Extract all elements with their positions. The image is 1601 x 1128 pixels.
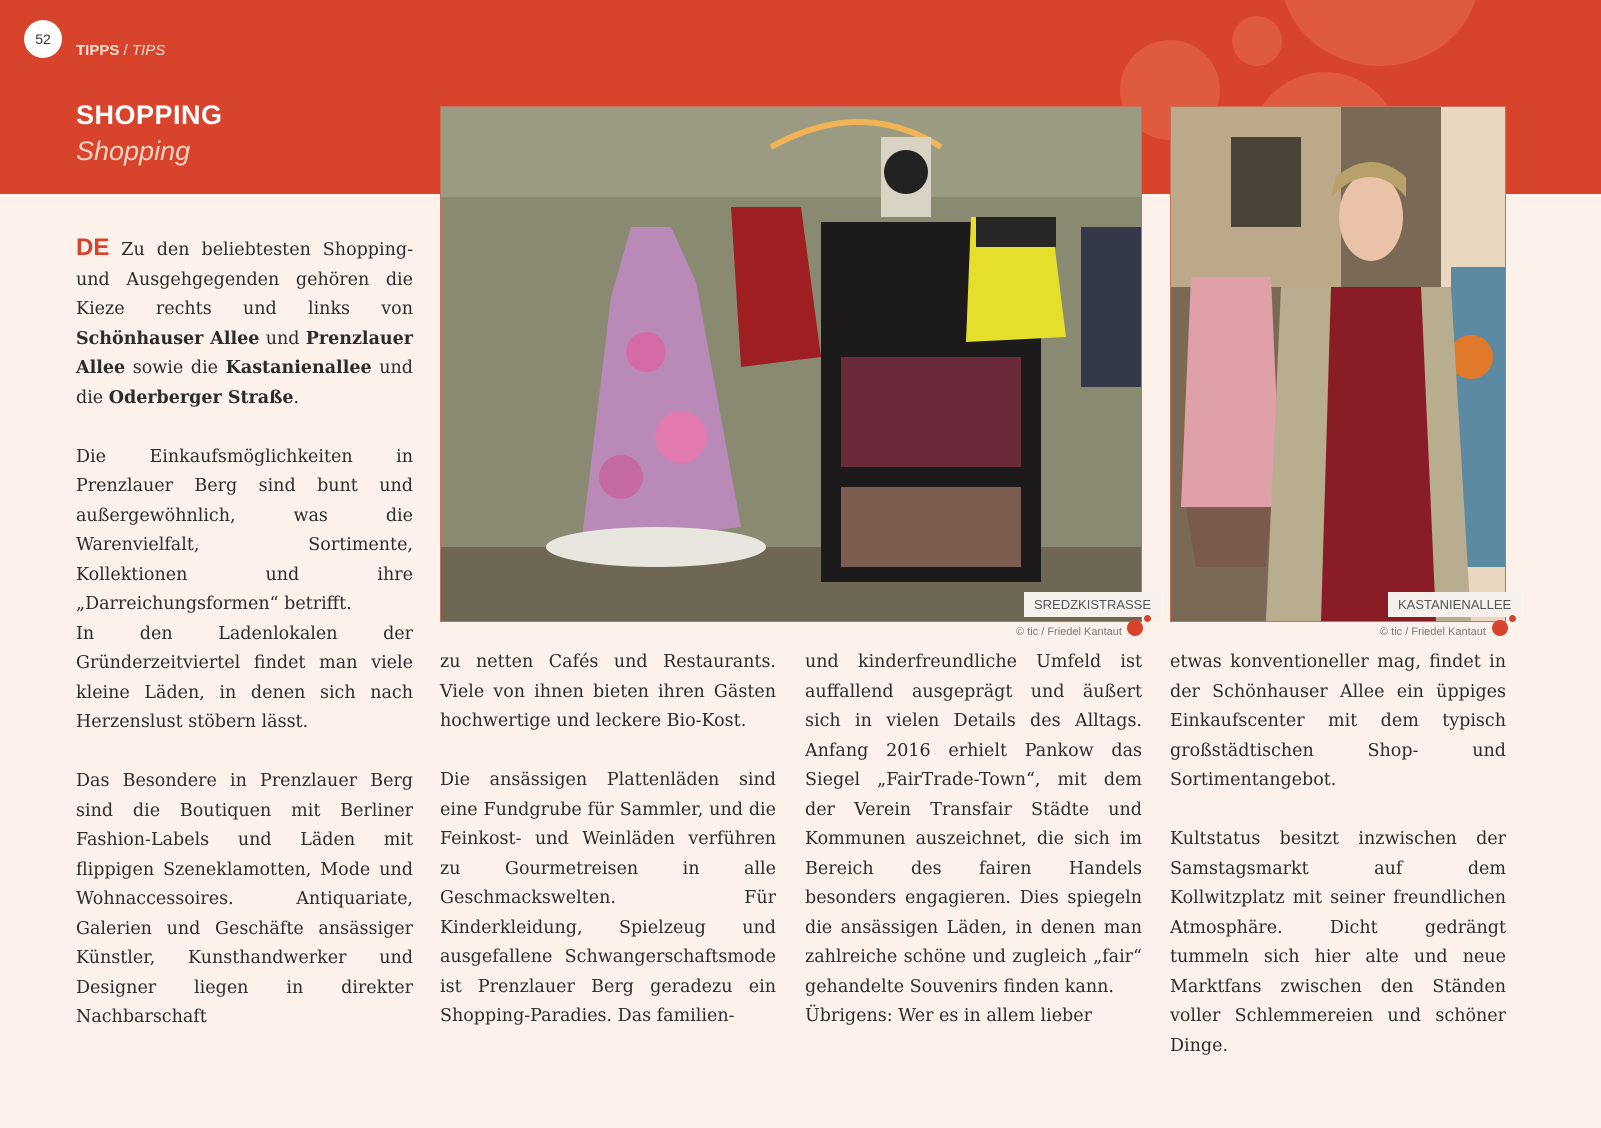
- page-title: SHOPPING: [76, 100, 223, 130]
- photo-credit: © tic / Friedel Kantaut: [1380, 626, 1486, 638]
- paragraph: Übrigens: Wer es in allem lieber: [805, 1006, 1092, 1026]
- text-column-4: [1170, 648, 1506, 1061]
- accent-dot: [1509, 615, 1516, 622]
- photo-credit: © tic / Friedel Kantaut: [1016, 626, 1122, 638]
- text-run: und die: [76, 358, 413, 408]
- text-run: Zu den beliebtesten Shopping- und Ausgehgegenden gehören die Kieze rechts und links von: [76, 240, 413, 319]
- page-subtitle: Shopping: [76, 136, 191, 166]
- photo-caption: KASTANIENALLEE: [1388, 592, 1521, 617]
- text-column-3: [805, 648, 1142, 1032]
- accent-dot: [1144, 615, 1151, 622]
- street-name: Schönhauser Allee: [76, 328, 260, 349]
- section-label-en: TIPS: [131, 42, 166, 59]
- street-name: Kastanienallee: [225, 358, 372, 378]
- section-label-de: TIPPS: [76, 42, 120, 59]
- section-separator: /: [119, 42, 132, 59]
- text-column-2: [440, 648, 776, 1032]
- accent-dot: [1492, 620, 1508, 636]
- paragraph: Das Besondere in Prenzlauer Berg sind die Boutiquen mit Berliner Fashion-Labels und Läden mit flippigen Szeneklamotten, Mode und Wohnaccessoires. Antiquariate, Galerien und Geschäfte ansässiger Künstler, Kunsthandwerker und Designer liegen in direkter Nachbarschaft: [76, 771, 413, 1027]
- text-column-1: [76, 233, 413, 1033]
- text-run: sowie die: [125, 358, 226, 378]
- photo-caption: SREDZKISTRASSE: [1024, 592, 1161, 617]
- accent-dot: [1127, 620, 1143, 636]
- paragraph: Kultstatus besitzt inzwischen der Samstagsmarkt auf dem Kollwitzplatz mit seiner freundlichen Atmosphäre. Dicht gedrängt tummeln sich hier alte und neue Marktfans zwischen den Ständen voller Schlemmereien und schöner Dinge.: [1170, 829, 1506, 1056]
- shop-front-illustration: [441, 107, 1141, 621]
- paragraph: und kinderfreundliche Umfeld ist auffallend ausgeprägt und äußert sich in vielen Details des Alltags. Anfang 2016 erhielt Pankow das Siegel „FairTrade-Town“, mit dem der Verein Transfair Städte und Kommunen auszeichnet, die sich im Bereich des fairen Handels besonders engagieren. Dies spiegeln die ansässigen Läden, in denen man zahlreiche schöne und zugleich „fair“ gehandelte Souvenirs finden kann.: [805, 652, 1142, 997]
- text-run: .: [293, 387, 300, 408]
- decor-bubble: [1280, 0, 1480, 66]
- paragraph: Die Einkaufsmöglichkeiten in Prenzlauer Berg sind bunt und außergewöhnlich, was die Warenvielfalt, Sortimente, Kollektionen und ihre „Darreichungsformen“ betrifft.: [76, 446, 413, 614]
- text-run: und: [259, 328, 306, 349]
- paragraph: etwas konventioneller mag, findet in der Schönhauser Allee ein üppiges Einkaufscenter mit dem typisch großstädtischen Shop- und Sortimentangebot.: [1170, 652, 1506, 790]
- language-tag: DE: [76, 234, 110, 261]
- photo-sredzkistrasse: [440, 106, 1142, 622]
- street-name: Oderberger Straße: [108, 387, 294, 408]
- street-name: Prenzlauer Allee: [76, 328, 413, 378]
- page-number: 52: [24, 20, 62, 58]
- intro-paragraph: [76, 233, 413, 413]
- paragraph: In den Ladenlokalen der Gründerzeitviertel findet man viele kleine Läden, in denen sich nach Herzenslust stöbern lässt.: [76, 623, 413, 732]
- paragraph: zu netten Cafés und Restaurants. Viele von ihnen bieten ihren Gästen hochwertige und leckere Bio-Kost.: [440, 652, 776, 731]
- section-label: [76, 42, 165, 59]
- decor-bubble: [1232, 16, 1282, 66]
- mannequin-illustration: [1171, 107, 1505, 621]
- paragraph: Die ansässigen Plattenläden sind eine Fundgrube für Sammler, und die Feinkost- und Weinläden verführen zu Gourmetreisen in alle Geschmackswelten. Für Kinderkleidung, Spielzeug und ausgefallene Schwangerschaftsmode ist Prenzlauer Berg geradezu ein Shopping-Paradies. Das familien-: [440, 770, 776, 1026]
- photo-kastanienallee: [1170, 106, 1506, 622]
